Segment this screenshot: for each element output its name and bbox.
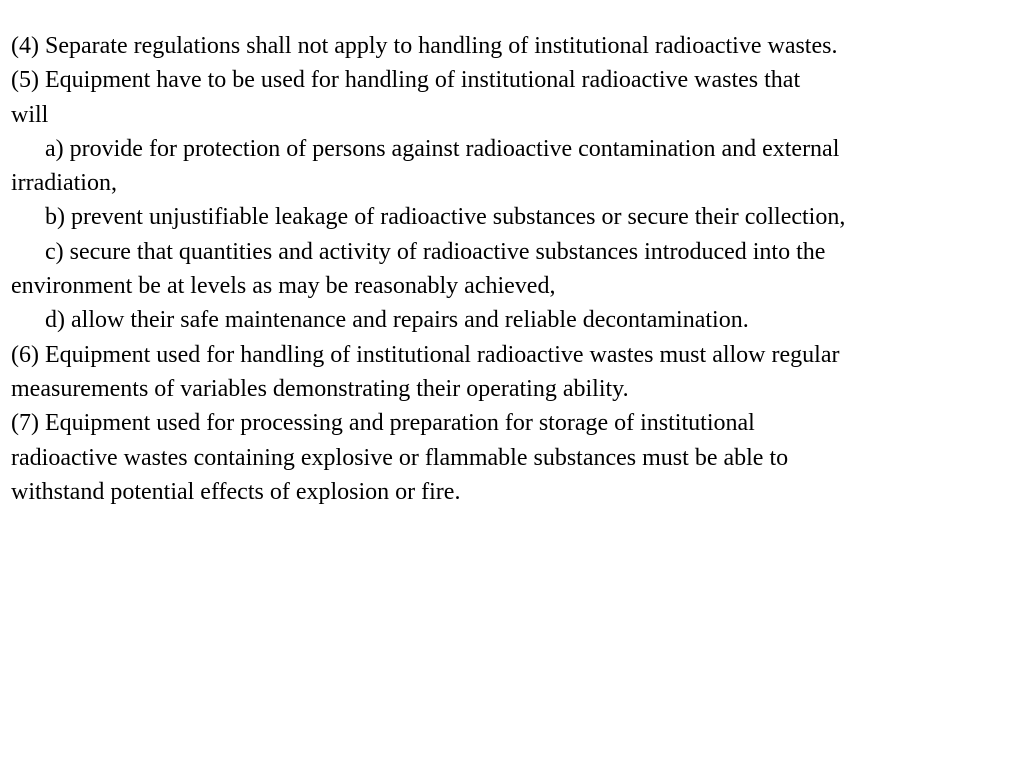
document-body bbox=[11, 29, 1016, 509]
paragraph-6-line-2: measurements of variables demonstrating their operating ability. bbox=[11, 375, 629, 402]
item-d-line-1: d) allow their safe maintenance and repairs and reliable decontamination. bbox=[45, 307, 749, 334]
paragraph-7-line-2: radioactive wastes containing explosive or flammable substances must be able to bbox=[11, 444, 789, 471]
paragraph-6-line-1: (6) Equipment used for handling of institutional radioactive wastes must allow regular bbox=[11, 341, 840, 368]
item-a-line-2: irradiation, bbox=[11, 170, 117, 197]
item-c-line-2: environment be at levels as may be reasonably achieved, bbox=[11, 273, 556, 300]
paragraph-5-line-1: (5) Equipment have to be used for handling of institutional radioactive wastes that bbox=[11, 67, 801, 94]
paragraph-4-line-1: (4) Separate regulations shall not apply to handling of institutional radioactive wastes. bbox=[11, 33, 838, 59]
paragraph-5-line-2: will bbox=[11, 101, 49, 128]
item-b-line-1: b) prevent unjustifiable leakage of radioactive substances or secure their collection, bbox=[45, 204, 846, 231]
item-a-line-1: a) provide for protection of persons against radioactive contamination and external bbox=[45, 135, 840, 162]
item-c-line-1: c) secure that quantities and activity of radioactive substances introduced into the bbox=[45, 238, 826, 265]
paragraph-7-line-1: (7) Equipment used for processing and preparation for storage of institutional bbox=[11, 410, 755, 437]
paragraph-7-line-3: withstand potential effects of explosion or fire. bbox=[11, 478, 461, 505]
